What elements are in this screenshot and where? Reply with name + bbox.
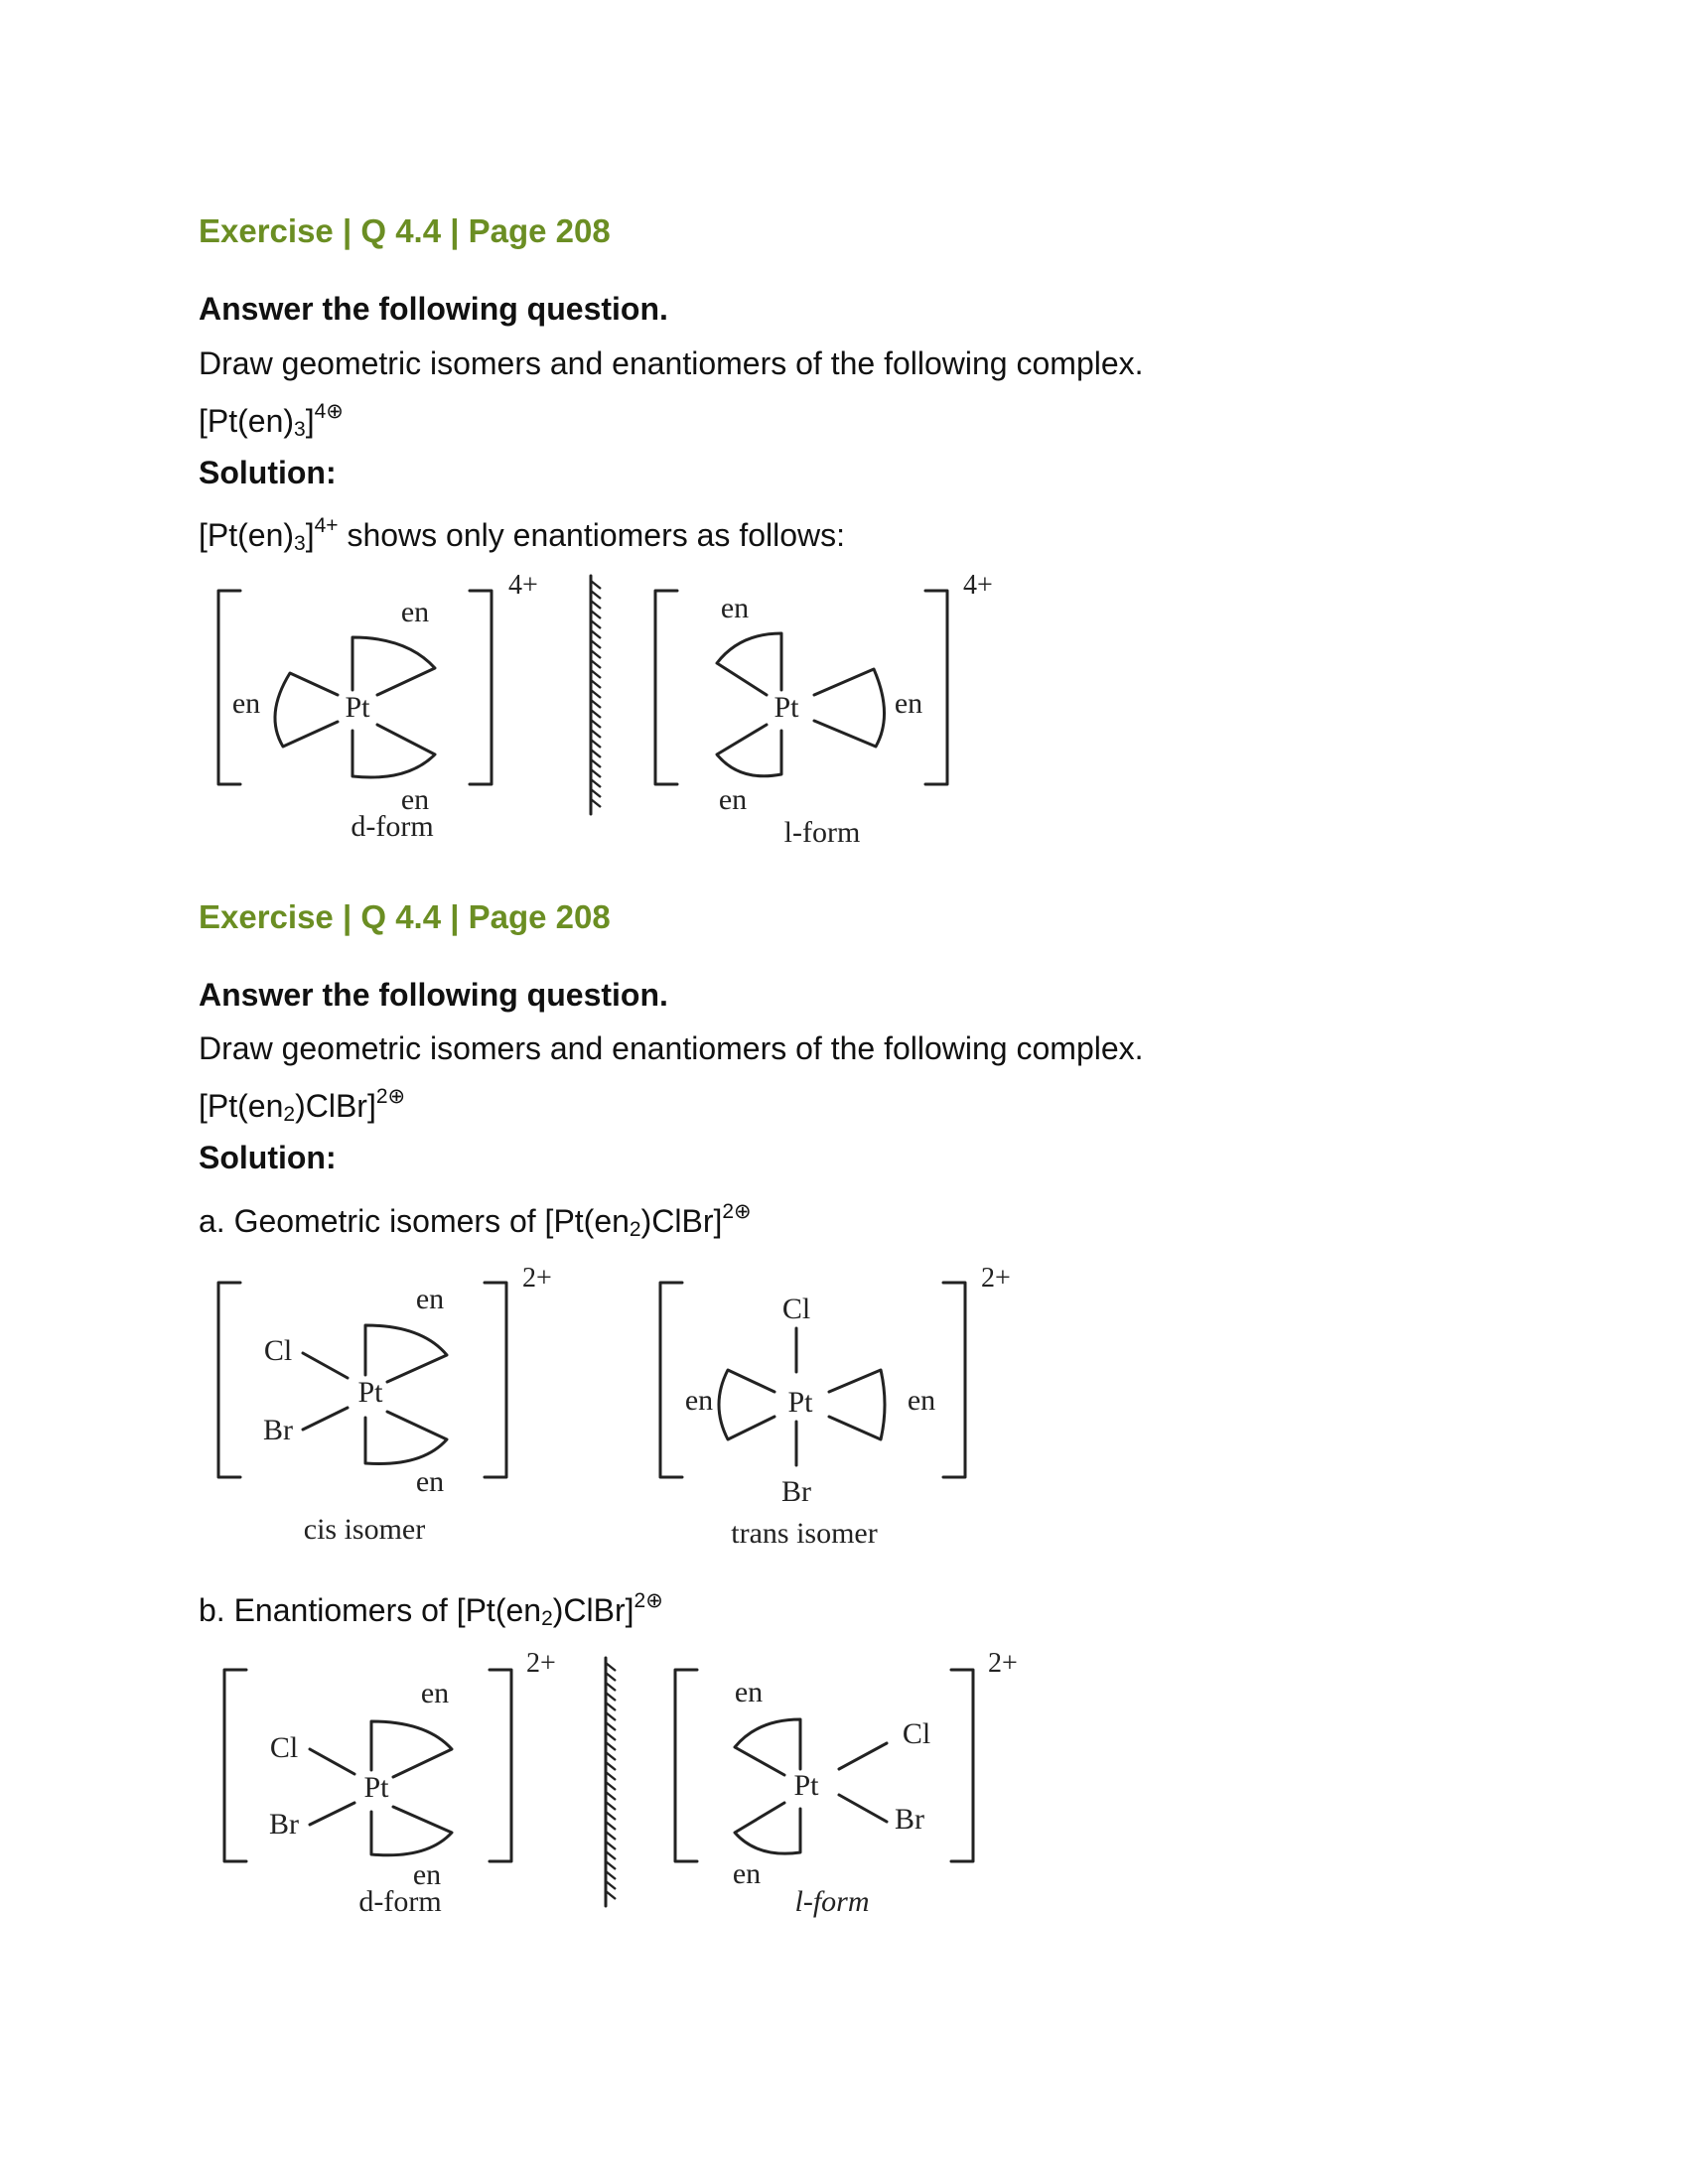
ligand-br: Br [263,1414,293,1446]
ligand-en-bottom: en [412,1858,442,1891]
formula-part: shows only enantiomers as follows: [338,517,846,553]
metal-pt: Pt [787,1386,813,1419]
br-bond [839,1795,887,1822]
q2-geometric-isomers-figure [199,1261,1043,1559]
d-form-structure [224,1648,556,1918]
left-bracket [224,1670,246,1861]
ligand-en-top: en [734,1676,764,1708]
formula-subscript: 2 [283,1103,296,1126]
q1-enantiomer-figure [199,566,1043,864]
en-loop-bottom [735,1803,800,1853]
charge-label: 4+ [963,570,993,601]
q2-prompt: Draw geometric isomers and enantiomers of the following complex. [199,1030,1144,1066]
formula-subscript: 2 [629,1218,641,1241]
formula-part: )ClBr] [552,1592,634,1628]
br-bond [310,1803,354,1825]
en-loop-top [371,1721,452,1777]
left-bracket [655,591,677,784]
en-loop-bottom [371,1807,452,1855]
formula-subscript: 3 [294,418,306,441]
q1-instruction: Answer the following question. [199,291,668,327]
ligand-br: Br [895,1803,924,1836]
en-loop-top [365,1325,447,1382]
l-form-caption: l-form [794,1885,870,1918]
d-form-caption: d-form [358,1885,442,1918]
formula-charge: 2⊕ [633,1589,663,1612]
formula-subscript: 3 [294,532,306,555]
trans-caption: trans isomer [731,1517,878,1550]
formula-part: [Pt(en [199,1088,284,1124]
formula-part: b. Enantiomers of [Pt(en [199,1592,542,1628]
d-form-structure [218,570,538,843]
q2-enantiomers-figure [199,1648,1043,1946]
q1-prompt: Draw geometric isomers and enantiomers of the following complex. [199,345,1144,381]
right-bracket [951,1670,973,1861]
en-loop-right [829,1370,885,1439]
formula-part: )ClBr] [640,1203,723,1239]
en-loop-top [717,633,781,695]
ligand-cl: Cl [263,1334,293,1367]
formula-charge: 2⊕ [375,1085,406,1108]
left-bracket [660,1283,682,1477]
charge-label: 2+ [526,1648,556,1679]
formula-charge: 2⊕ [722,1200,752,1223]
l-form-caption: l-form [783,816,861,849]
q2-heading: Exercise | Q 4.4 | Page 208 [199,898,611,935]
ligand-en-left: en [684,1384,714,1417]
charge-label: 2+ [988,1648,1018,1679]
q2-part-a [199,1199,752,1242]
q1-heading: Exercise | Q 4.4 | Page 208 [199,212,611,249]
l-form-structure [655,570,993,849]
ligand-cl-top: Cl [781,1293,811,1325]
ligand-en-bottom: en [415,1465,445,1498]
ligand-en-top: en [400,596,430,628]
cis-isomer-structure [218,1263,552,1546]
left-bracket [675,1670,697,1861]
cl-bond [303,1353,348,1378]
cl-bond [310,1749,354,1774]
formula-subscript: 2 [541,1607,553,1630]
charge-label: 2+ [522,1263,552,1294]
ligand-en-top: en [415,1283,445,1315]
q1-complex-formula [199,399,344,442]
en-loop-top [352,637,435,695]
br-bond [303,1408,348,1430]
ligand-en-top: en [720,592,750,624]
formula-part: ] [305,403,315,439]
mirror-plane [606,1658,616,1906]
right-bracket [485,1283,506,1477]
en-loop-top [735,1719,800,1775]
metal-pt: Pt [774,691,799,724]
ligand-en-right: en [894,687,923,720]
metal-pt: Pt [793,1769,819,1802]
en-loop-left [719,1370,774,1439]
formula-part: a. Geometric isomers of [Pt(en [199,1203,630,1239]
formula-part: ] [305,517,315,553]
formula-charge: 4⊕ [314,400,344,423]
metal-pt: Pt [363,1771,389,1804]
ligand-en-bottom: en [732,1857,762,1890]
trans-isomer-structure [660,1263,1011,1550]
metal-pt: Pt [345,691,370,724]
formula-part: [Pt(en) [199,517,295,553]
d-form-caption: d-form [351,810,434,843]
ligand-en-right: en [907,1384,936,1417]
right-bracket [490,1670,511,1861]
en-loop-bottom [717,725,781,776]
ligand-br: Br [269,1808,299,1841]
right-bracket [943,1283,965,1477]
q2-solution-label: Solution: [199,1140,337,1175]
right-bracket [470,591,492,784]
en-loop-bottom [352,725,435,777]
right-bracket [925,591,947,784]
ligand-cl: Cl [902,1717,931,1750]
ligand-en-left: en [231,687,261,720]
q1-solution-text [199,514,845,556]
formula-part: )ClBr] [295,1088,376,1124]
ligand-cl: Cl [269,1731,299,1764]
formula-charge: 4+ [314,514,339,537]
en-loop-left [275,673,338,747]
charge-label: 2+ [981,1263,1011,1294]
ligand-en-top: en [420,1677,450,1709]
charge-label: 4+ [508,570,538,601]
q2-instruction: Answer the following question. [199,977,668,1013]
q1-solution-label: Solution: [199,455,337,490]
ligand-en-bottom: en [400,783,430,816]
left-bracket [218,1283,240,1477]
l-form-structure [675,1648,1018,1918]
metal-pt: Pt [357,1376,383,1409]
q2-complex-formula [199,1084,405,1127]
en-loop-right [814,669,885,747]
ligand-br-bottom: Br [781,1475,811,1508]
en-loop-bottom [365,1412,447,1464]
cl-bond [839,1743,887,1769]
ligand-en-bottom: en [718,783,748,816]
formula-part: [Pt(en) [199,403,295,439]
q2-part-b [199,1588,663,1631]
cis-caption: cis isomer [303,1513,426,1546]
mirror-plane [591,576,601,814]
